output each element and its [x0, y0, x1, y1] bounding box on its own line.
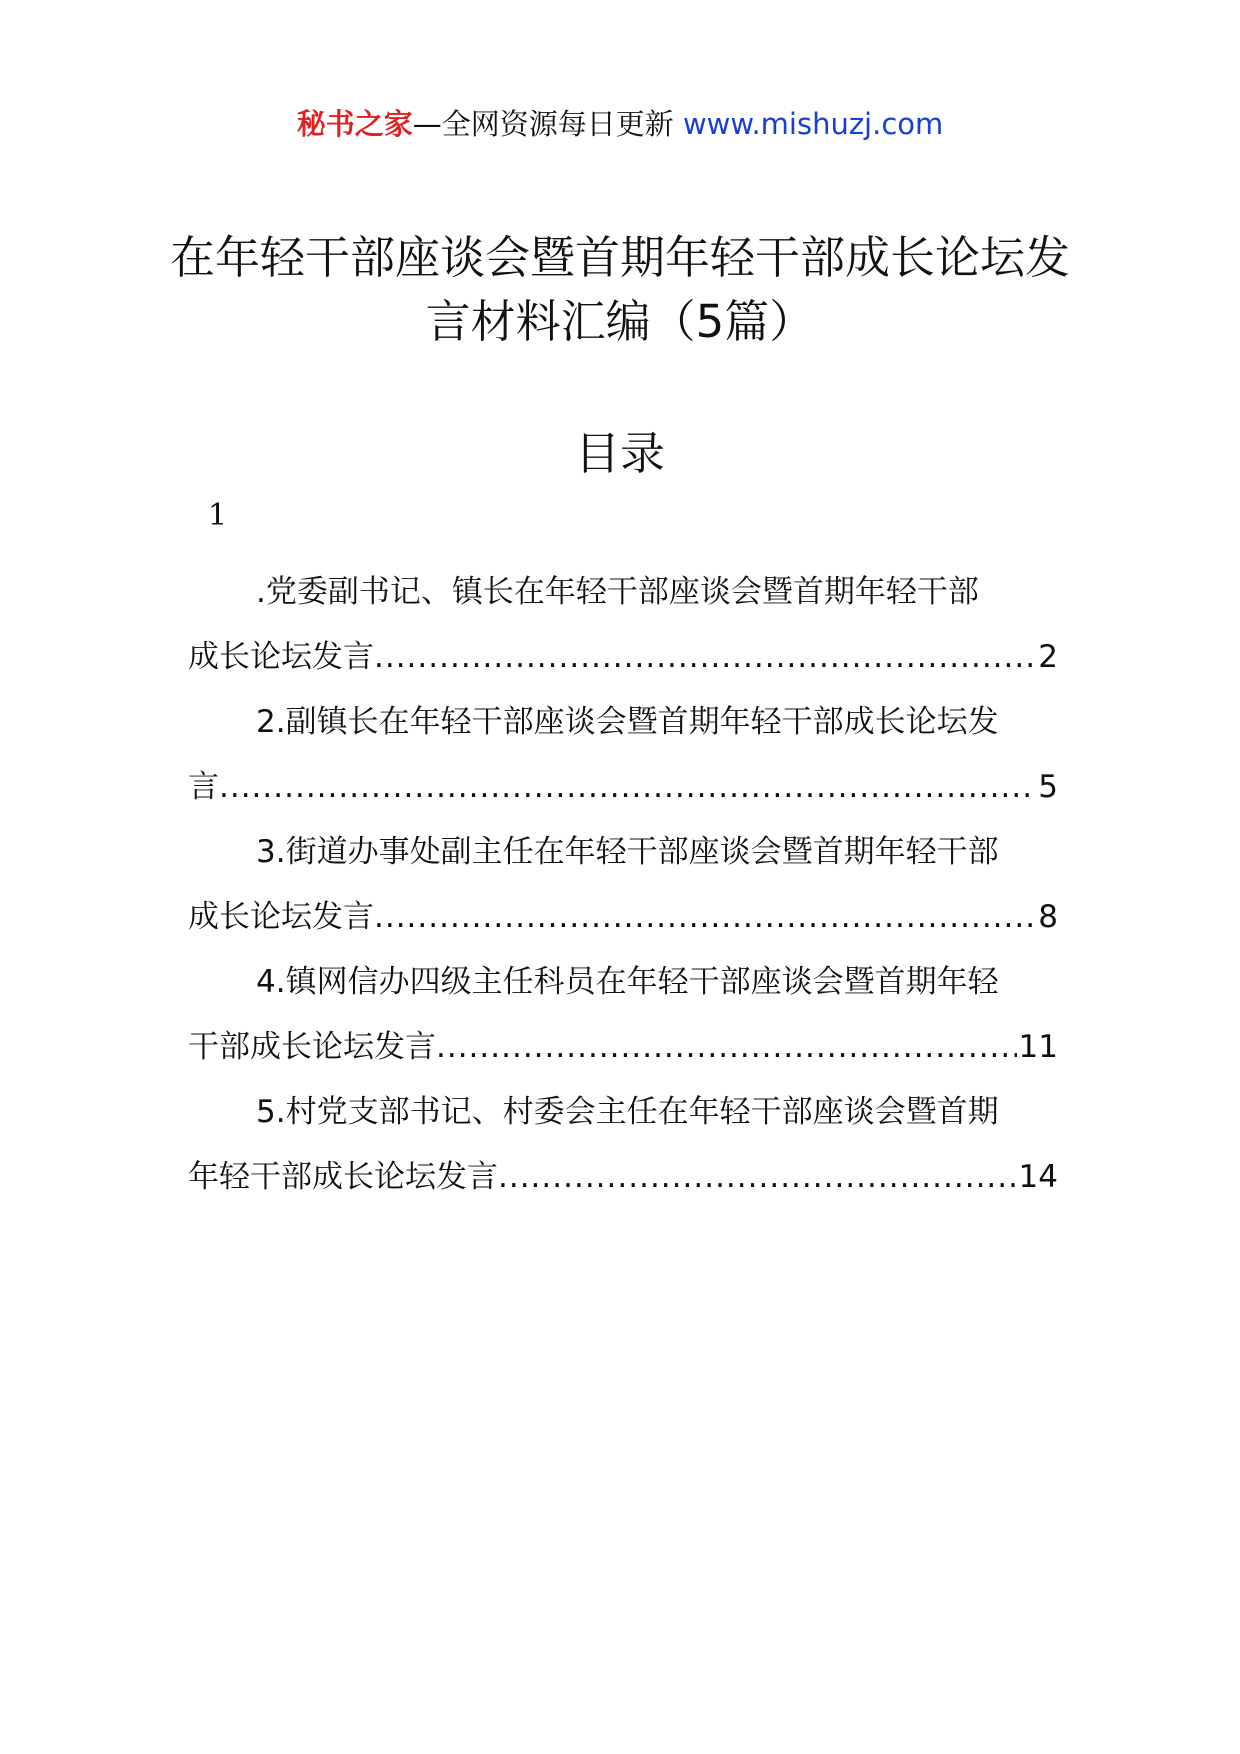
site-slogan: —全网资源每日更新	[412, 107, 674, 141]
toc-dot-leader	[374, 885, 1036, 950]
toc-entry-title-line2: 年轻干部成长论坛发言	[188, 1159, 498, 1195]
toc-entry[interactable]	[188, 950, 1058, 1080]
toc-entry[interactable]	[188, 560, 1058, 690]
page-number: 1	[208, 498, 228, 533]
toc-entry-page: 8	[1038, 899, 1058, 935]
document-title: 在年轻干部座谈会暨首期年轻干部成长论坛发言材料汇编（5篇）	[169, 231, 1070, 348]
table-of-contents	[188, 560, 1058, 1210]
toc-entry-title-line1: 3.街道办事处副主任在年轻干部座谈会暨首期年轻干部	[256, 834, 999, 870]
toc-heading: 目录	[574, 427, 665, 480]
toc-entry-page: 5	[1038, 769, 1058, 805]
toc-entry-title-line2: 成长论坛发言	[188, 899, 374, 935]
site-header	[0, 104, 1240, 144]
toc-entry[interactable]	[188, 1080, 1058, 1210]
toc-entry-title-line1: .党委副书记、镇长在年轻干部座谈会暨首期年轻干部	[256, 574, 979, 610]
toc-entry-title-line2: 言	[188, 769, 219, 805]
toc-entry[interactable]	[188, 820, 1058, 950]
toc-entry-title-line1: 4.镇网信办四级主任科员在年轻干部座谈会暨首期年轻	[256, 964, 999, 1000]
toc-dot-leader	[436, 1015, 1017, 1080]
site-url[interactable]: www.mishuzj.com	[682, 107, 944, 141]
toc-dot-leader	[219, 755, 1036, 820]
toc-entry-title-line2: 干部成长论坛发言	[188, 1029, 436, 1065]
toc-entry-title-line1: 5.村党支部书记、村委会主任在年轻干部座谈会暨首期	[256, 1094, 999, 1130]
brand-name: 秘书之家	[296, 107, 413, 141]
toc-dot-leader	[374, 625, 1036, 690]
toc-entry-page: 11	[1018, 1029, 1058, 1065]
toc-entry-page: 14	[1018, 1159, 1058, 1195]
toc-entry-page: 2	[1038, 639, 1058, 675]
toc-entry-title-line2: 成长论坛发言	[188, 639, 374, 675]
toc-entry[interactable]	[188, 690, 1058, 820]
toc-entry-title-line1: 2.副镇长在年轻干部座谈会暨首期年轻干部成长论坛发	[256, 704, 999, 740]
toc-dot-leader	[498, 1145, 1017, 1210]
